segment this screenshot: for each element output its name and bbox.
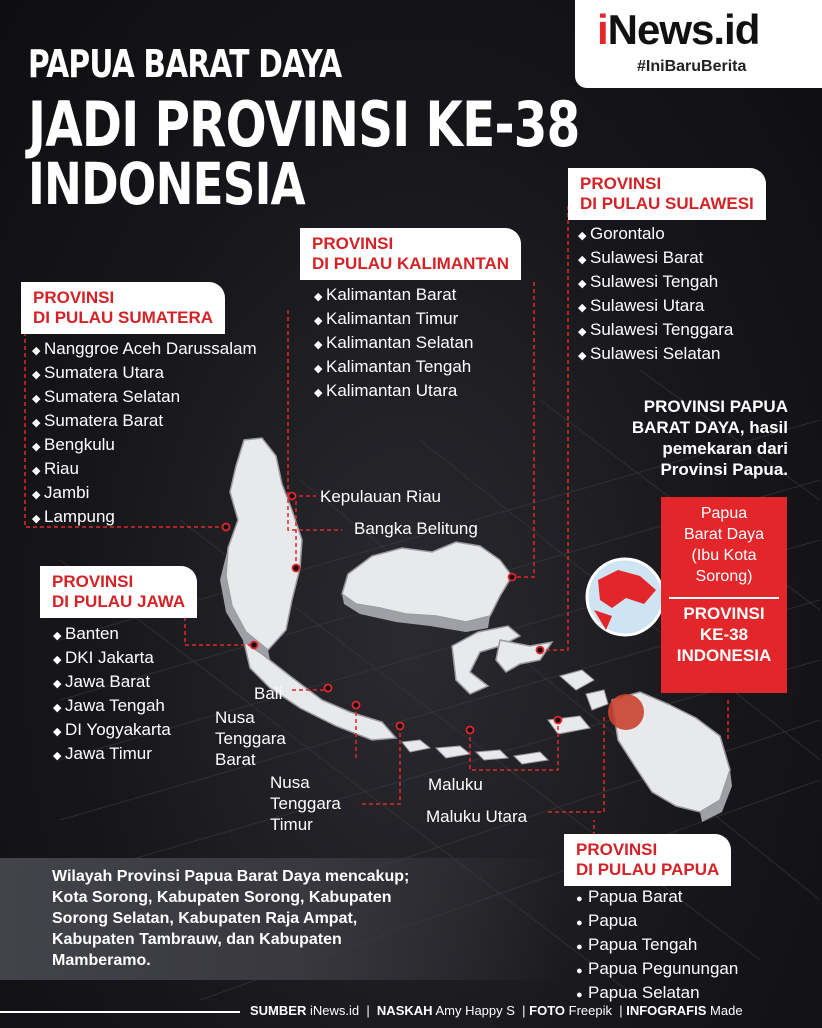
hashtag: #IniBaruBerita xyxy=(637,58,747,75)
credits-footer: SUMBER iNews.id | NASKAH Amy Happy S | FOTO Freepik | INFOGRAFIS Made xyxy=(0,998,822,1028)
label-bali: Bali xyxy=(254,684,283,703)
list-item: ◆ Sulawesi Tengah xyxy=(578,272,719,291)
list-item: ● Papua xyxy=(576,911,638,930)
info-text: PROVINSI PAPUA BARAT DAYA, hasil pemekaran dari Provinsi Papua. xyxy=(631,397,788,479)
list-item: ◆ Kalimantan Tengah xyxy=(314,357,472,376)
jawa-list xyxy=(53,623,171,767)
label-kepulauan-riau: Kepulauan Riau xyxy=(320,487,441,506)
list-item: ◆ Jambi xyxy=(32,483,90,502)
title-line2: JADI PROVINSI KE-38 xyxy=(28,88,580,161)
sumatera-header-line1: PROVINSI xyxy=(33,288,115,307)
sumatera-header xyxy=(21,282,225,334)
divider xyxy=(669,597,779,599)
highlight-capital: Papua Barat Daya (Ibu Kota Sorong) xyxy=(683,505,765,585)
jawa-header-line2: DI PULAU JAWA xyxy=(52,592,186,611)
list-item: ◆ DI Yogyakarta xyxy=(53,720,171,739)
papua-barat-daya-marker xyxy=(608,694,644,730)
papua-header-line1: PROVINSI xyxy=(576,840,658,859)
kalimantan-header-line2: DI PULAU KALIMANTAN xyxy=(312,254,510,273)
logo-name: News.id xyxy=(607,6,760,53)
papua-header xyxy=(564,834,731,886)
list-item: ◆ Sumatera Barat xyxy=(32,411,164,430)
papua-list xyxy=(576,886,738,1006)
sumatera-header-line2: DI PULAU SUMATERA xyxy=(33,308,214,327)
list-item: ◆ Lampung xyxy=(32,507,115,526)
list-item: ◆ Gorontalo xyxy=(578,224,665,243)
list-item: ◆ Kalimantan Timur xyxy=(314,309,459,328)
kalimantan-header xyxy=(300,228,521,280)
list-item: ● Papua Barat xyxy=(576,887,683,906)
list-item: ◆ Nanggroe Aceh Darussalam xyxy=(32,339,257,358)
list-item: ● Papua Tengah xyxy=(576,935,698,954)
list-item: ● Papua Pegunungan xyxy=(576,959,739,978)
label-ntb: Nusa Tenggara Barat xyxy=(215,708,286,769)
list-item: ◆ Banten xyxy=(53,624,119,643)
papua-header-line2: DI PULAU PAPUA xyxy=(576,860,720,879)
sulawesi-header xyxy=(568,168,766,220)
highlight-province: PROVINSI KE-38 INDONESIA xyxy=(676,604,772,665)
title-line3: INDONESIA xyxy=(28,150,305,218)
list-item: ◆ Sumatera Utara xyxy=(32,363,164,382)
sumatera-list xyxy=(32,338,257,530)
description-panel xyxy=(0,858,560,980)
footer-line xyxy=(0,1011,240,1013)
list-item: ◆ Kalimantan Utara xyxy=(314,381,458,400)
list-item: ◆ Jawa Timur xyxy=(53,744,152,763)
sulawesi-header-line1: PROVINSI xyxy=(580,174,662,193)
inews-logo xyxy=(575,0,822,88)
description-text: Wilayah Provinsi Papua Barat Daya mencakup; Kota Sorong, Kabupaten Sorong, Kabupaten Sorong Selatan, Kabupaten Raja Ampat, Kabupaten Tambrauw, dan Kabupaten Mamberamo. xyxy=(52,868,410,969)
list-item: ◆ Kalimantan Selatan xyxy=(314,333,474,352)
list-item: ◆ Jawa Tengah xyxy=(53,696,165,715)
list-item: ◆ Bengkulu xyxy=(32,435,115,454)
label-bangka-belitung: Bangka Belitung xyxy=(354,519,478,538)
list-item: ◆ Kalimantan Barat xyxy=(314,285,457,304)
highlight-box xyxy=(661,497,787,693)
list-item: ◆ Riau xyxy=(32,459,79,478)
list-item: ◆ Sulawesi Tenggara xyxy=(578,320,734,339)
sulawesi-header-line2: DI PULAU SULAWESI xyxy=(580,194,754,213)
list-item: ◆ Sulawesi Utara xyxy=(578,296,705,315)
logo-i: i xyxy=(597,6,608,53)
title-line1: PAPUA BARAT DAYA xyxy=(28,42,342,86)
label-maluku: Maluku xyxy=(428,775,483,794)
list-item: ◆ Sumatera Selatan xyxy=(32,387,181,406)
label-maluku-utara: Maluku Utara xyxy=(426,807,528,826)
jawa-header xyxy=(40,566,197,618)
list-item: ◆ Jawa Barat xyxy=(53,672,151,691)
list-item: ◆ Sulawesi Selatan xyxy=(578,344,721,363)
list-item: ● Papua Selatan xyxy=(576,983,700,1002)
label-ntt: Nusa Tenggara Timur xyxy=(270,773,341,834)
kalimantan-header-line1: PROVINSI xyxy=(312,234,394,253)
list-item: ◆ DKI Jakarta xyxy=(53,648,154,667)
sulawesi-list xyxy=(578,223,733,367)
list-item: ◆ Sulawesi Barat xyxy=(578,248,704,267)
jawa-header-line1: PROVINSI xyxy=(52,572,134,591)
kalimantan-list xyxy=(314,284,473,404)
